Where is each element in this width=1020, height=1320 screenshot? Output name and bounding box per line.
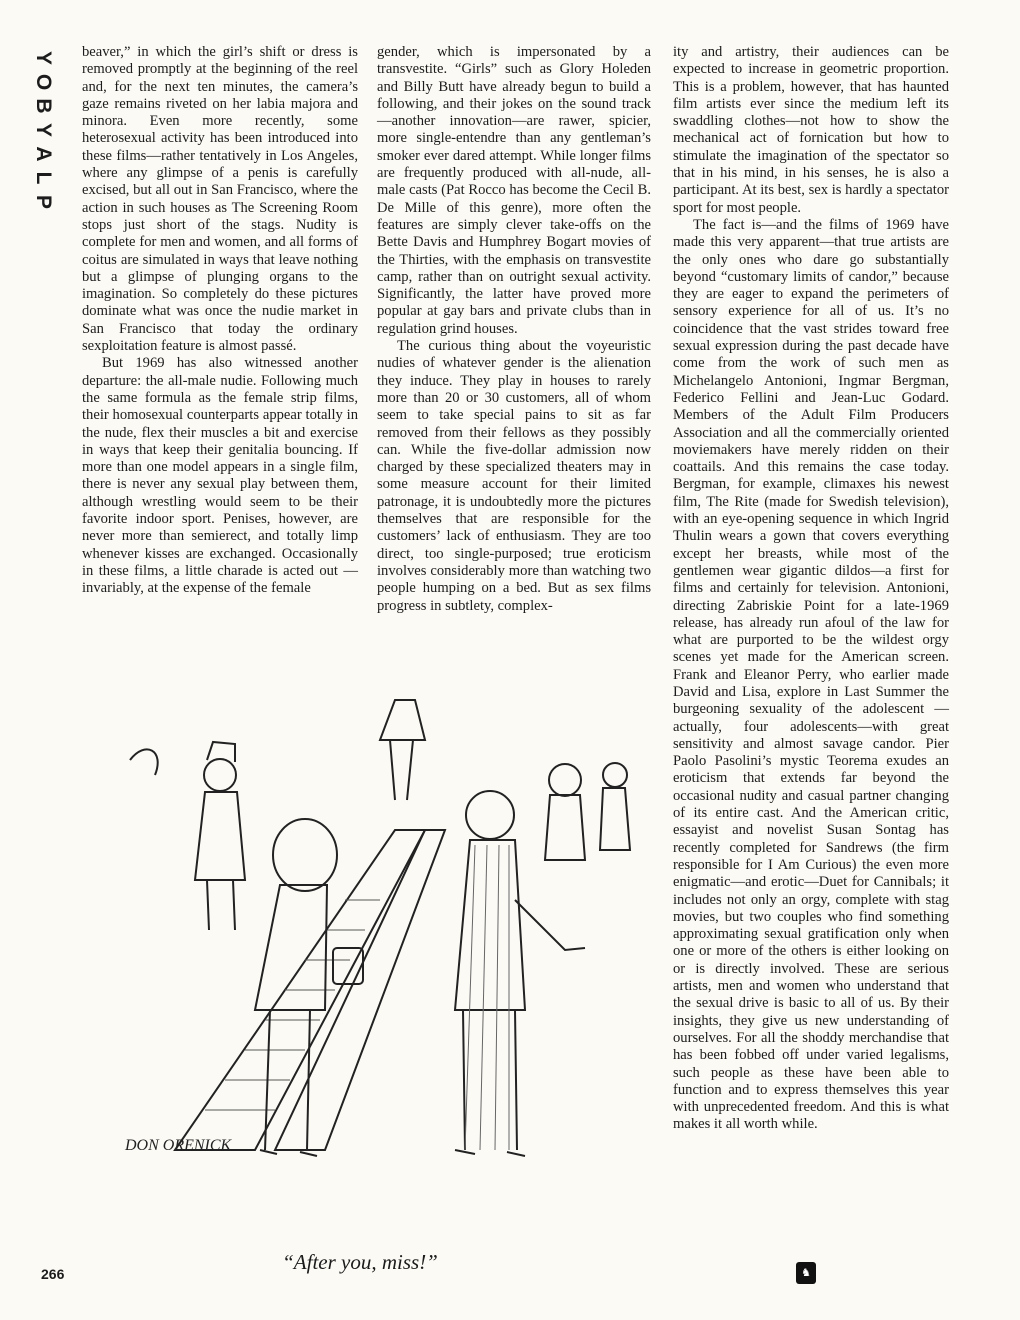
man-in-suit: [455, 791, 585, 1156]
sidebar-letter: A: [32, 146, 55, 162]
cartoonist-signature: DON ORENICK: [125, 1137, 232, 1154]
sidebar-letter: Y: [32, 50, 55, 65]
woman-on-escalator: [195, 742, 245, 930]
paragraph: The curious thing about the voyeuristic nudies of whatever gender is the alienation they induce. They play in houses to rarely more than 20 or 30 customers, all of whom seem to take special pains to sit as far removed from their fellows as they possibly can. While the five-dollar admission now charged by these specialized theaters may in some measure account for their limited patronage, it is undoubtedly more the pictures themselves that are responsible for the customers’ lack of enthusiasm. They are too direct, too single-purposed; true eroticism involves considerably more than watching two people humping on a bed. But as sex films progress in subtlety, complex-: [377, 338, 651, 614]
hanging-sign: [130, 749, 158, 775]
cartoon-caption: “After you, miss!”: [282, 1250, 438, 1274]
sidebar-letter: O: [32, 73, 55, 91]
background-figures: [130, 749, 630, 860]
sidebar-letter: P: [32, 194, 55, 209]
magazine-sidebar-title: [28, 40, 58, 210]
sidebar-letter: L: [32, 171, 55, 185]
woman-legs-top: [380, 700, 425, 800]
rabbit-endmark-icon: ♞: [796, 1262, 816, 1284]
paragraph: But 1969 has also witnessed another departure: the all-male nudie. Following much the same formula as the female strip films, their homosexual counterparts appear totally in the nude, flex their muscles a bit and exercise in ways that keep their genitalia bouncing. If more than one model appears in a single film, there is never any sexual play between them, although wrestling would seem to be their favorite indoor sport. Penises, however, are never more than semierect, and totally limp whenever kisses are exchanged. Occasionally in these films, a little charade is acted out —invariably, at the expense of the female: [82, 355, 358, 597]
sidebar-letter: B: [32, 98, 55, 114]
foreground-woman: [255, 819, 363, 1156]
paragraph: beaver,” in which the girl’s shift or dress is removed promptly at the beginning of the reel and, for the next ten minutes, the camera’s gaze remains riveted on her labia majora and minora. Even more recently, some heterosexual activity has been introduced into these films—rather tentatively in Los Angeles, where any glimpse of a penis is carefully excised, but all out in San Francisco, where the action in such houses as The Screening Room stops just short of the stags. Nudity is complete for men and women, and all forms of coitus are simulated in ways that leave nothing but a glimpse of plunging organs to the imagination. So completely do these pictures dominate what was once the nudie market in San Francisco that today the ordinary sexploitation feature is almost passé.: [82, 44, 358, 355]
paragraph: The fact is—and the films of 1969 have made this very apparent—that true artists are the only ones who dare go substantially beyond “customary limits of candor,” because they are eager to expand the perimeters of sensory experience for all of us. It’s no coincidence that the vast strides toward free sexual expression during the past decade have come from the work of such men as Michelangelo Antonioni, Ingmar Bergman, Federico Fellini and Jean-Luc Godard. Members of the Adult Film Producers Association and all the commercially oriented moviemakers have merely ridden on their coattails. And this remains the case today. Bergman, for example, climaxes his newest film, The Rite (made for Swedish television), with an eye-opening sequence in which Ingrid Thulin wears a gown that covers everything except her breasts, while most of the gentlemen wear gigantic dildos—a first for films and certainly for television. Antonioni, directing Zabriskie Point for a late-1969 release, has already run afoul of the law for what are purported to be the wildest orgy scenes yet made for the American screen. Frank and Eleanor Perry, who earlier made David and Lisa, explore in Last Summer the burgeoning sexuality of the adolescent —actually, four adolescents—with great sensitivity and almost savage candor. Pier Paolo Pasolini’s mystic Teorema exudes an eroticism that extends far beyond the occasional nudity and casual partner changing of its entire cast. And the American critic, essayist and novelist Susan Sontag has recently completed for Sandrews (the firm responsible for I Am Curious) the even more enigmatic—and erotic—Duet for Cannibals; it includes not only an orgy, complete with stag movies, but two couples who find something approximating sexual gratification only when one or more of the others is either looking on or is directly involved. These are serious artists, men and women who understand that the sexual drive is basic to all of us. By their insights, they give us new understanding of ourselves. For all the shoddy merchandise that has been fobbed off under varied legalisms, such people as these have been able to function and to express themselves this year with unprecedented freedom. And this is what makes it all worth while.: [673, 216, 949, 1133]
page-number: 266: [41, 1266, 65, 1282]
text-column-2: [377, 44, 651, 615]
paragraph: ity and artistry, their audiences can be expected to increase in geometric proportion. This is a problem, however, that has haunted film artists ever since the medium left its swaddling clothes—not how to show the mechanical act of fornication but how to stimulate the imagination of the spectator so that in his mind, in his senses, he is also a participant. At its best, sex is hardly a spectator sport for most people.: [673, 44, 949, 216]
paragraph: gender, which is impersonated by a transvestite. “Girls” such as Glory Holeden and Billy Butt have already begun to build a following, and their jokes on the sound track—another innovation—are rawer, spicier, more single-entendre than any gentleman’s smoker ever dared attempt. While longer films are frequently produced with all-nude, all-male casts (Pat Rocco has become the Cecil B. De Mille of this genre), more often the features are simply clever take-offs on the Bette Davis and Humphrey Bogart movies of the Thirties, with the emphasis on transvestite camp, rather than on outright sexual activity. Significantly, the latter have proved more popular at gay bars and private clubs than in regulation grind houses.: [377, 44, 651, 337]
cartoon-illustration: [95, 680, 655, 1240]
text-column-3: [673, 44, 949, 1134]
text-column-1: [82, 44, 358, 598]
sidebar-letter: Y: [32, 122, 55, 137]
